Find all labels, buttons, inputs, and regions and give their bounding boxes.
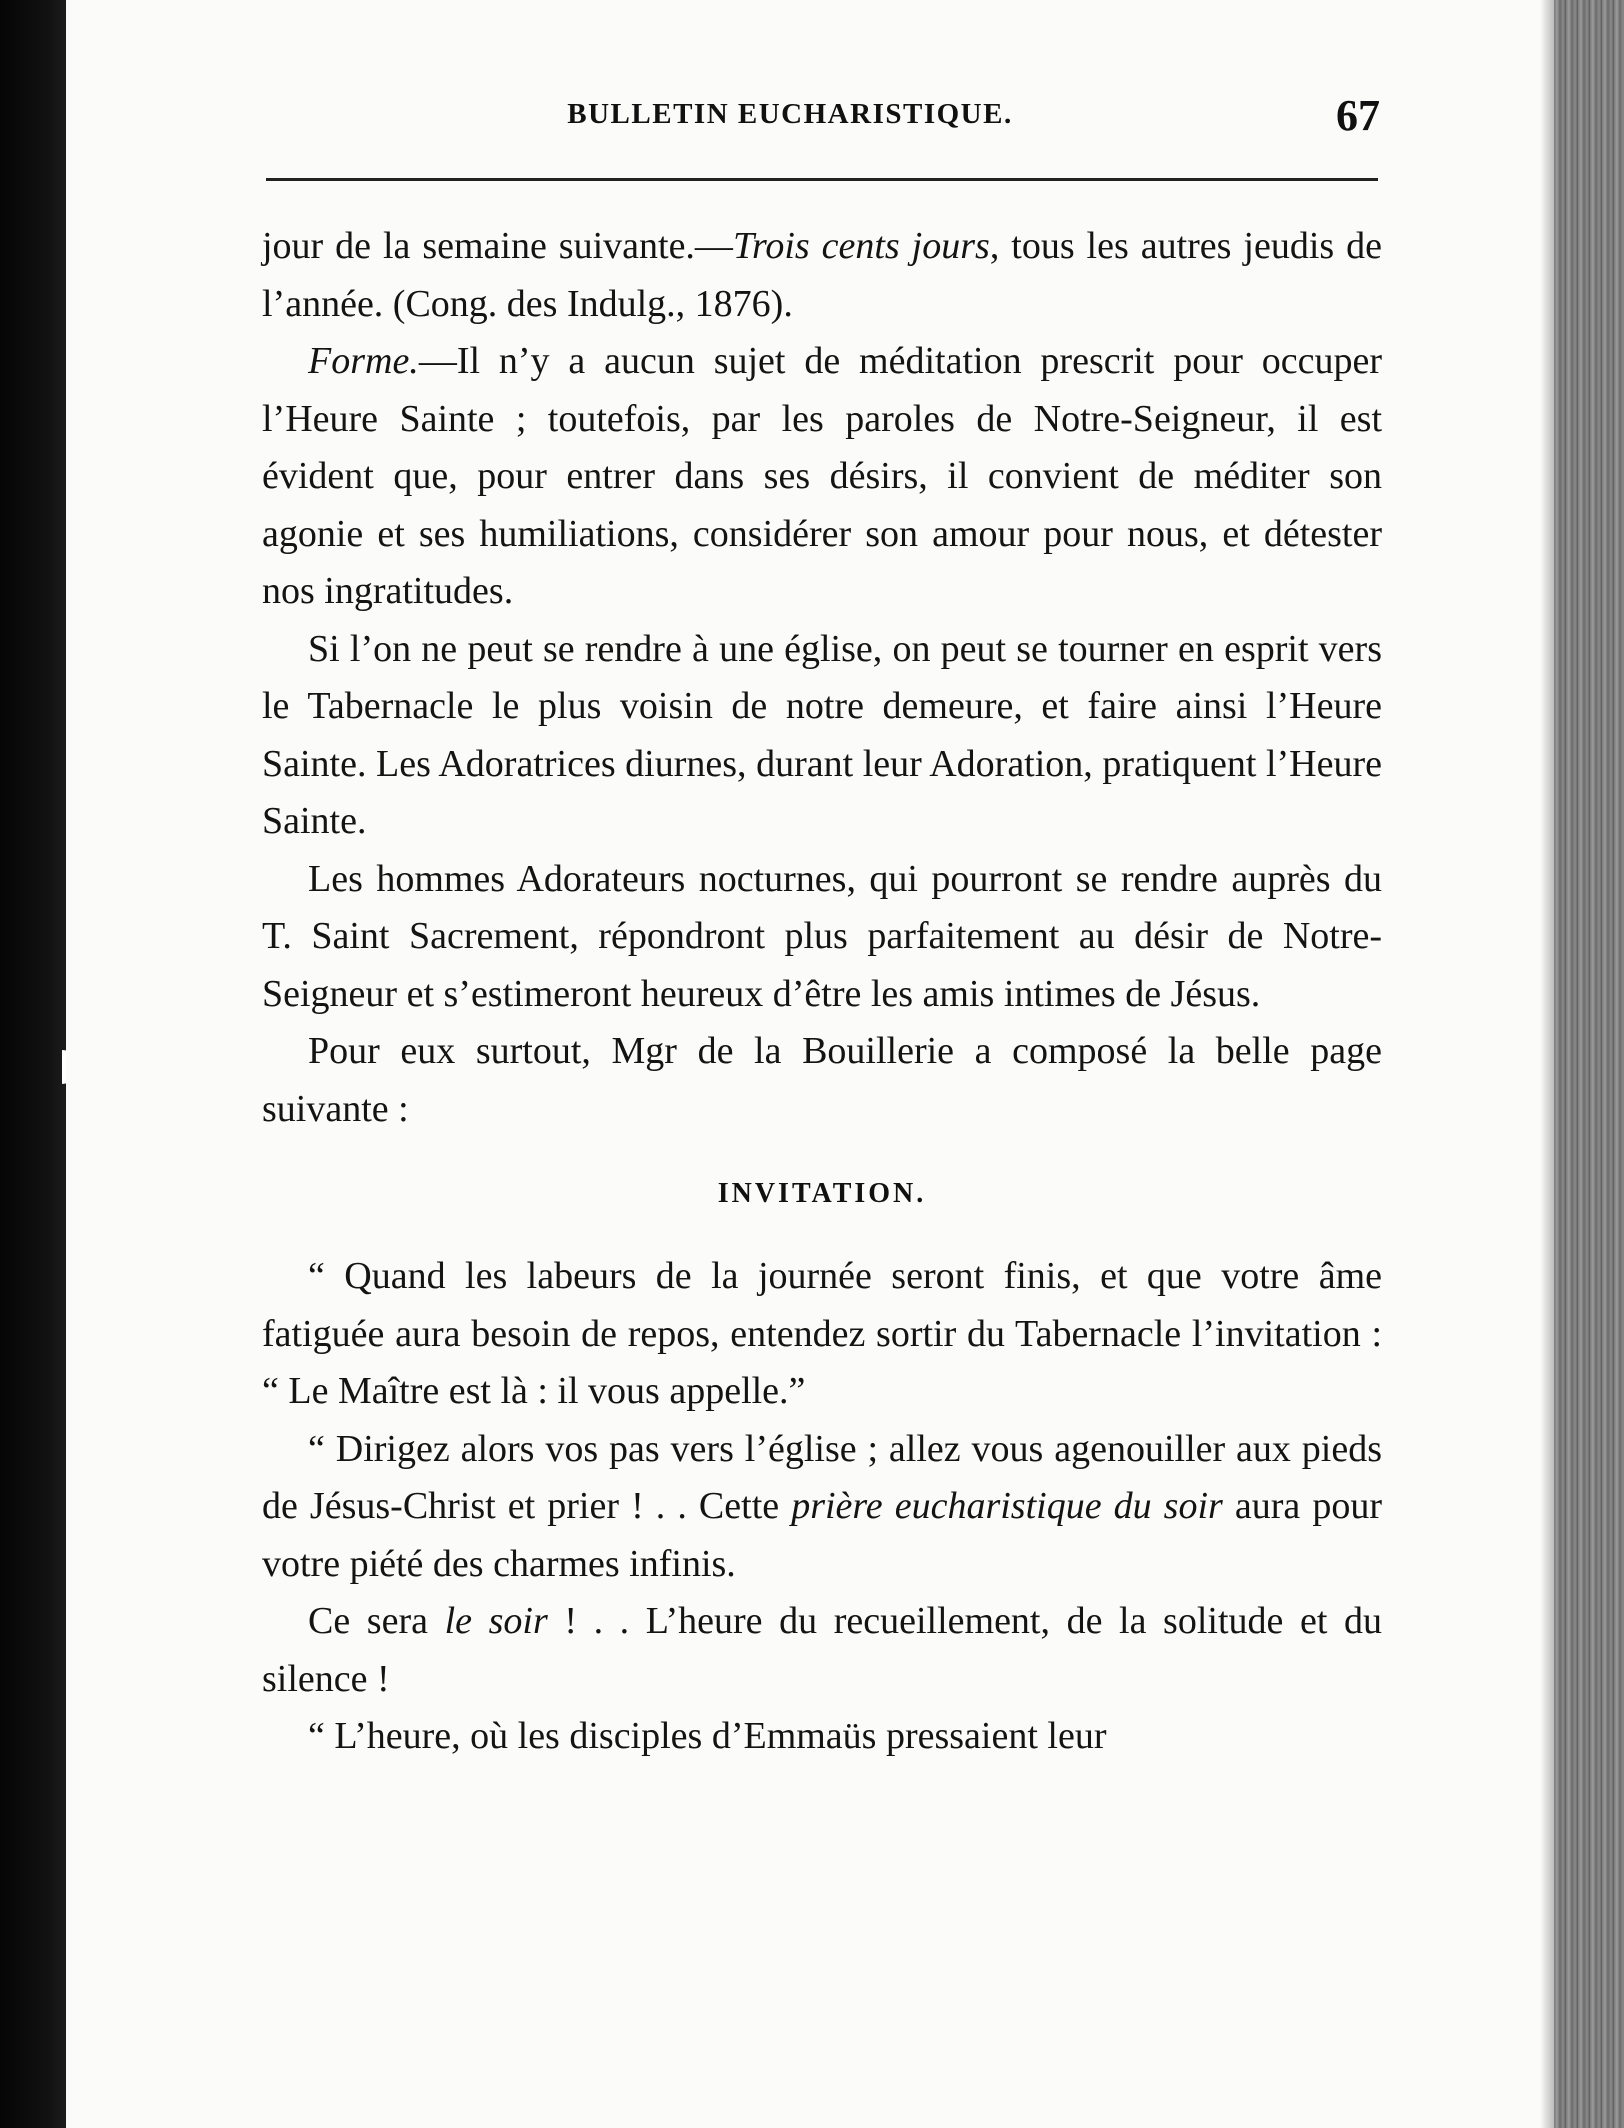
- italic-run: Trois cents jours: [732, 225, 990, 267]
- italic-run: prière eucharistique du soir: [791, 1485, 1223, 1527]
- page-edges-stack: [1554, 0, 1624, 2128]
- page-number: 67: [1336, 91, 1380, 140]
- body-text: [262, 218, 1382, 1766]
- text-run: —Il n’y a aucun sujet de méditation prescrit pour occuper l’Heure Sainte ; toutefois, par les paroles de Notre-Seigneur, il est évident que, pour entrer dans ses désirs, il convient de méditer son agonie et ses humiliations, considérer son amour pour nous, et détester nos ingratitudes.: [262, 340, 1382, 612]
- header-rule: [266, 178, 1378, 181]
- paragraph: Si l’on ne peut se rendre à une église, on peut se tourner en esprit vers le Tabernacle le plus voisin de notre demeure, et faire ainsi l’Heure Sainte. Les Adoratrices diurnes, durant leur Adoration, pratiquent l’Heure Sainte.: [262, 627, 1382, 842]
- running-header: [200, 90, 1380, 150]
- text-run: jour de la semaine suivante.—: [262, 225, 733, 267]
- paragraph-continued: [262, 218, 1382, 333]
- paragraph-quote: “ Quand les labeurs de la journée seront finis, et que votre âme fatiguée aura besoin de repos, entendez sortir du Tabernacle l’invitation : “ Le Maître est là : il vous appelle.”: [262, 1255, 1382, 1412]
- paragraph: [262, 1593, 1382, 1708]
- paragraph-quote: “ L’heure, où les disciples d’Emmaüs pressaient leur: [308, 1715, 1107, 1757]
- paragraph: Pour eux surtout, Mgr de la Bouillerie a composé la belle page suivante :: [262, 1030, 1382, 1130]
- page-gutter-shadow: [1540, 0, 1554, 2128]
- running-title: BULLETIN EUCHARISTIQUE.: [567, 98, 1013, 130]
- text-run: “ Dirigez alors vos pas vers l’église ; allez vous agenouiller aux pieds de Jésus-Christ et prier ! . . Cette: [262, 1427, 1382, 1527]
- left-scan-border: [0, 0, 66, 2128]
- italic-run: le soir: [444, 1600, 548, 1642]
- section-title: INVITATION.: [717, 1178, 927, 1209]
- italic-label: Forme.: [308, 340, 419, 382]
- text-run: Ce sera: [308, 1600, 445, 1642]
- paragraph-quote: [262, 1421, 1382, 1594]
- text-run: aura pour votre piété des charmes infinis.: [262, 1485, 1382, 1585]
- text-run: ! . . L’heure du recueillement, de la solitude et du silence !: [262, 1600, 1382, 1700]
- text-run: , tous les autres jeudis de l’année. (Cong. des Indulg., 1876).: [262, 225, 1382, 325]
- paragraph: Les hommes Adorateurs nocturnes, qui pourront se rendre auprès du T. Saint Sacrement, répondront plus parfaitement au désir de Notre-Seigneur et s’estimeront heureux d’être les amis intimes de Jésus.: [262, 857, 1382, 1015]
- paragraph-forme: [262, 333, 1382, 621]
